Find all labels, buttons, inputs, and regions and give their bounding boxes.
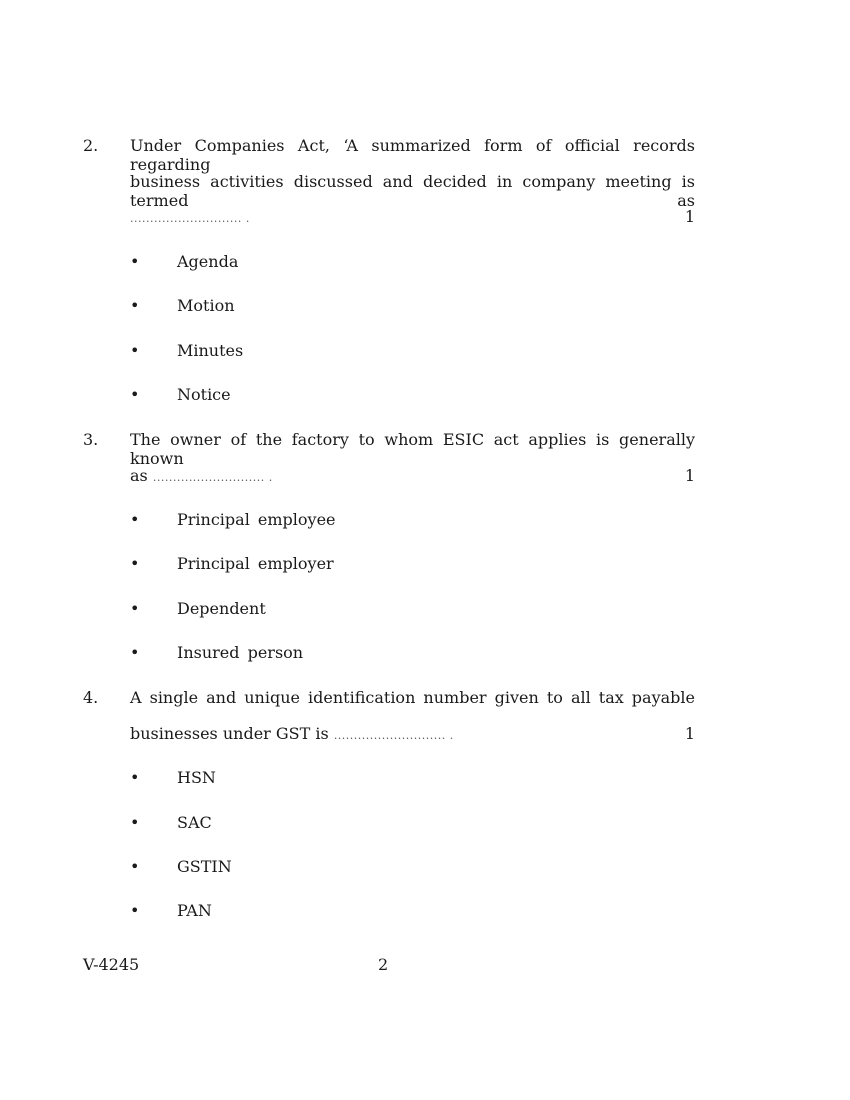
question-text-prefix: businesses under GST is bbox=[130, 724, 329, 743]
bullet-icon: • bbox=[130, 599, 140, 618]
question-text-line: business activities discussed and decided in company meeting is termed as bbox=[130, 172, 695, 210]
option-text: Notice bbox=[177, 385, 231, 404]
bullet-icon: • bbox=[130, 296, 140, 315]
question-text-line: The owner of the factory to whom ESIC act applies is generally known bbox=[130, 430, 695, 468]
question-text-prefix: as bbox=[130, 466, 148, 485]
bullet-icon: • bbox=[130, 510, 140, 529]
option-text: Insured person bbox=[177, 643, 304, 662]
bullet-icon: • bbox=[130, 901, 140, 920]
answer-line bbox=[130, 466, 695, 485]
bullet-icon: • bbox=[130, 813, 140, 832]
option-text: SAC bbox=[177, 813, 212, 832]
question-marks: 1 bbox=[684, 724, 695, 743]
question-number: 2. bbox=[83, 136, 99, 155]
page-number: 2 bbox=[378, 955, 389, 974]
option-text: Principal employer bbox=[177, 554, 334, 573]
option-text: GSTIN bbox=[177, 857, 232, 876]
option-text: Principal employee bbox=[177, 510, 336, 529]
option-text: Agenda bbox=[177, 252, 239, 271]
bullet-icon: • bbox=[130, 341, 140, 360]
question-text-line: A single and unique identification number given to all tax payable bbox=[130, 688, 695, 707]
question-text-line: Under Companies Act, ‘A summarized form of official records regarding bbox=[130, 136, 695, 174]
option-text: Motion bbox=[177, 296, 235, 315]
paper-code: V-4245 bbox=[83, 955, 140, 974]
bullet-icon: • bbox=[130, 385, 140, 404]
blank-dots: ............................ . bbox=[152, 471, 273, 484]
option-text: Dependent bbox=[177, 599, 266, 618]
bullet-icon: • bbox=[130, 768, 140, 787]
bullet-icon: • bbox=[130, 554, 140, 573]
blank-dots: ............................ . bbox=[333, 729, 454, 742]
bullet-icon: • bbox=[130, 857, 140, 876]
question-marks: 1 bbox=[684, 207, 695, 226]
bullet-icon: • bbox=[130, 643, 140, 662]
option-text: HSN bbox=[177, 768, 216, 787]
option-text: Minutes bbox=[177, 341, 244, 360]
question-number: 4. bbox=[83, 688, 99, 707]
answer-line bbox=[130, 724, 695, 743]
question-marks: 1 bbox=[684, 466, 695, 485]
question-number: 3. bbox=[83, 430, 99, 449]
answer-blank bbox=[130, 207, 695, 226]
blank-dots: ............................ . bbox=[130, 212, 250, 225]
bullet-icon: • bbox=[130, 252, 140, 271]
option-text: PAN bbox=[177, 901, 212, 920]
